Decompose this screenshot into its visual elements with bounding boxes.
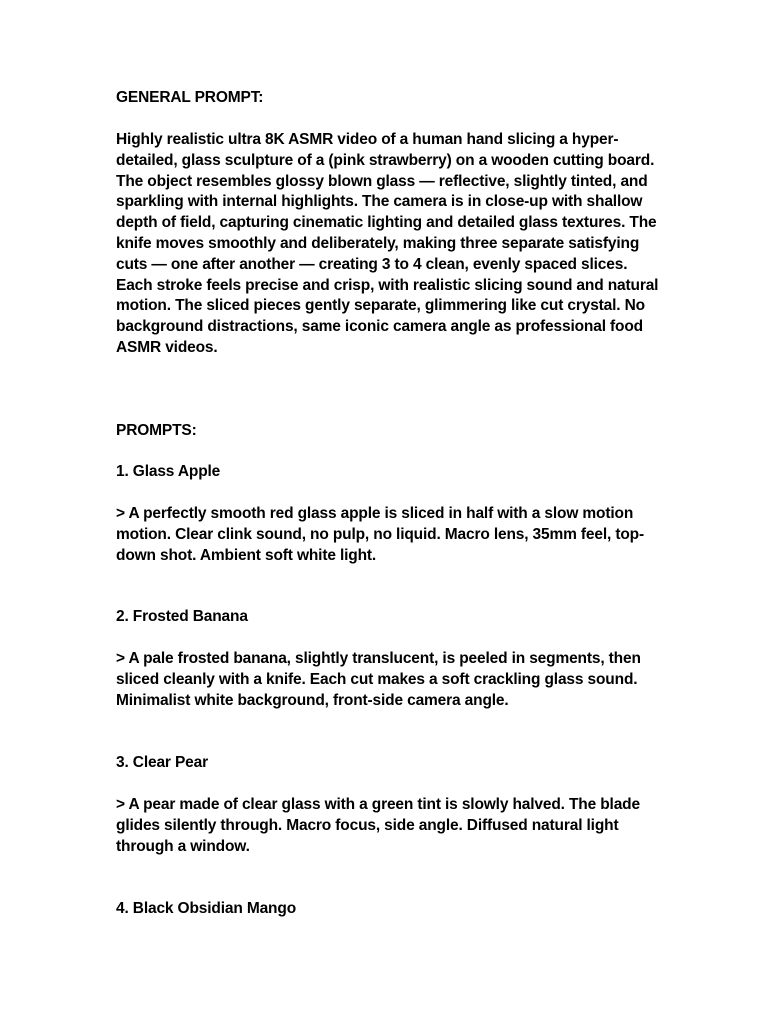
prompts-heading: PROMPTS:: [116, 422, 197, 439]
general-prompt-heading: GENERAL PROMPT:: [116, 89, 264, 106]
prompt-body-frosted-banana: > A pale frosted banana, slightly translucent, is peeled in segments, then sliced cleanly with a knife. Each cut makes a soft crackling glass sound. Minimalist white background, front-side camera angle.: [116, 650, 641, 709]
prompt-title-black-obsidian-mango: 4. Black Obsidian Mango: [116, 900, 297, 917]
prompt-title-glass-apple: 1. Glass Apple: [116, 463, 221, 480]
prompt-body-glass-apple: > A perfectly smooth red glass apple is sliced in half with a slow motion motion. Clear clink sound, no pulp, no liquid. Macro lens, 35mm feel, top-down shot. Ambient soft white light.: [116, 505, 645, 564]
prompt-title-frosted-banana: 2. Frosted Banana: [116, 608, 248, 625]
general-prompt-body: Highly realistic ultra 8K ASMR video of a human hand slicing a hyper-detailed, glass sculpture of a (pink strawberry) on a wooden cutting board. The object resembles glossy blown glass — reflective, slightly tinted, and sparkling with internal highlights. The camera is in close-up with shallow depth of field, capturing cinematic lighting and detailed glass textures. The knife moves smoothly and deliberately, making three separate satisfying cuts — one after another — creating 3 to 4 clean, evenly spaced slices. Each stroke feels precise and crisp, with realistic slicing sound and natural motion. The sliced pieces gently separate, glimmering like cut crystal. No background distractions, same iconic camera angle as professional food ASMR videos.: [116, 131, 659, 356]
prompt-title-clear-pear: 3. Clear Pear: [116, 754, 208, 771]
prompt-body-clear-pear: > A pear made of clear glass with a green tint is slowly halved. The blade glides silently through. Macro focus, side angle. Diffused natural light through a window.: [116, 796, 640, 855]
